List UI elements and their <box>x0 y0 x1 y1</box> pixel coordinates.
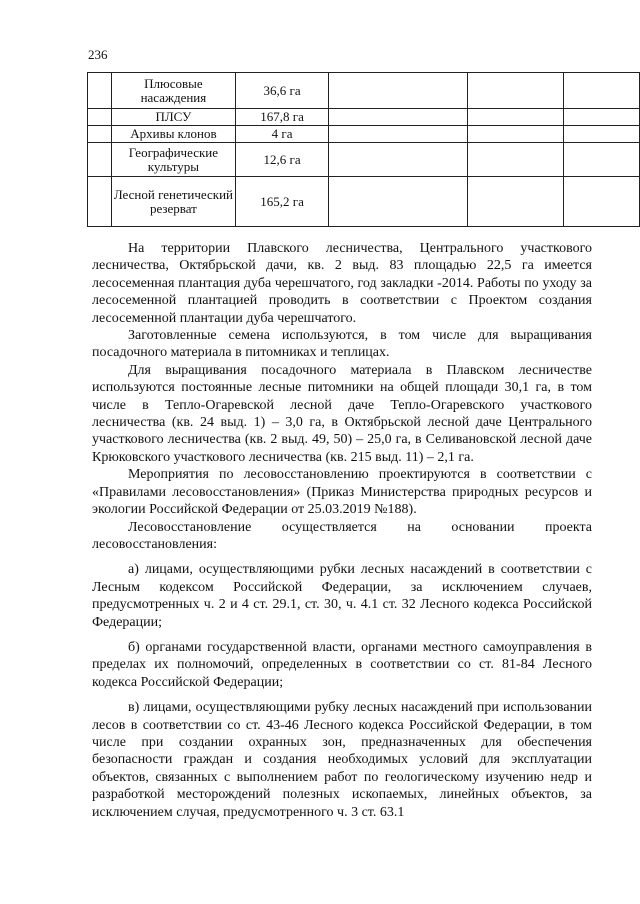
table-cell-value: 4 га <box>236 126 329 143</box>
table-cell-empty <box>467 73 564 109</box>
table-cell-empty <box>467 143 564 177</box>
table-cell-name: Лесной генетический резерват <box>111 177 235 227</box>
table-row <box>88 73 640 109</box>
table-cell-empty <box>564 73 640 109</box>
table-cell-empty <box>88 109 112 126</box>
table-cell-value: 36,6 га <box>236 73 329 109</box>
paragraph: Мероприятия по лесовосстановлению проектируются в соответствии с «Правилами лесовосстановления» (Приказ Министерства природных ресурсов и экологии Российской Федерации от 25.03.2019 №188). <box>92 467 592 518</box>
table-cell-empty <box>564 126 640 143</box>
table-cell-empty <box>329 126 468 143</box>
paragraph: На территории Плавского лесничества, Центрального участкового лесничества, Октябрьской дачи, кв. 2 выд. 83 площадью 22,5 га имеется лесосеменная плантация дуба черешчатого, год закладки -2014. Работы по уходу за лесосеменной плантацией проводить в соответствии с Проектом создания лесосеменной плантации дуба черешчатого. <box>92 241 592 326</box>
list-item: в) лицами, осуществляющими рубку лесных насаждений при использовании лесов в соответствии со ст. 43-46 Лесного кодекса Российской Федерации, в том числе при создании охранных зон, предназначенных для обеспечения безопасности граждан и создания необходимых условий для эксплуатации объектов, связанных с выполнением работ по геологическому изучению недр и разработкой месторождений полезных ископаемых, линейных объектов, за исключением случая, предусмотренного ч. 3 ст. 63.1 <box>92 700 592 820</box>
body-text <box>92 240 592 821</box>
list-item: а) лицами, осуществляющими рубки лесных насаждений в соответствии с Лесным кодексом Российской Федерации, за исключением случаев, предусмотренных ч. 2 и 4 ст. 29.1, ст. 30, ч. 4.1 ст. 32 Лесного кодекса Российской Федерации; <box>92 562 592 630</box>
table-cell-name: Географические культуры <box>111 143 235 177</box>
paragraph: Лесовосстановление осуществляется на основании проекта лесовосстановления: <box>92 519 592 552</box>
paragraph: Для выращивания посадочного материала в Плавском лесничестве используются постоянные лесные питомники на общей площади 30,1 га, в том числе в Тепло-Огаревской лесной даче Тепло-Огаревского участкового лесничества (кв. 24 выд. 1) – 3,0 га, в Октябрьской лесной даче Центрального участкового лесничества (кв. 2 выд. 49, 50) – 25,0 га, в Селивановской лесной даче Крюковского участкового лесничества (кв. 215 выд. 11) – 2,1 га. <box>92 362 592 465</box>
table-cell-name: Плюсовые насаждения <box>111 73 235 109</box>
table-cell-empty <box>88 143 112 177</box>
table-cell-empty <box>467 177 564 227</box>
table-cell-value: 165,2 га <box>236 177 329 227</box>
table-cell-empty <box>329 73 468 109</box>
table-row <box>88 109 640 126</box>
table-cell-name: Архивы клонов <box>111 126 235 143</box>
paragraph: Заготовленные семена используются, в том числе для выращивания посадочного материала в питомниках и теплицах. <box>92 328 592 361</box>
table-cell-empty <box>88 126 112 143</box>
table-cell-empty <box>564 143 640 177</box>
forest-resources-table <box>87 72 640 227</box>
table-cell-empty <box>329 143 468 177</box>
table-cell-empty <box>467 126 564 143</box>
table-cell-name: ПЛСУ <box>111 109 235 126</box>
table-cell-value: 12,6 га <box>236 143 329 177</box>
table-cell-value: 167,8 га <box>236 109 329 126</box>
page-number: 236 <box>88 47 108 62</box>
table-row <box>88 143 640 177</box>
list-item: б) органами государственной власти, органами местного самоуправления в пределах их полномочий, определенных в соответствии со ст. 81-84 Лесного кодекса Российской Федерации; <box>92 639 592 690</box>
table-cell-empty <box>329 177 468 227</box>
table-cell-empty <box>467 109 564 126</box>
table-cell-empty <box>564 177 640 227</box>
table-cell-empty <box>88 177 112 227</box>
table-cell-empty <box>329 109 468 126</box>
table-row <box>88 177 640 227</box>
table-row <box>88 126 640 143</box>
table-cell-empty <box>564 109 640 126</box>
table-cell-empty <box>88 73 112 109</box>
